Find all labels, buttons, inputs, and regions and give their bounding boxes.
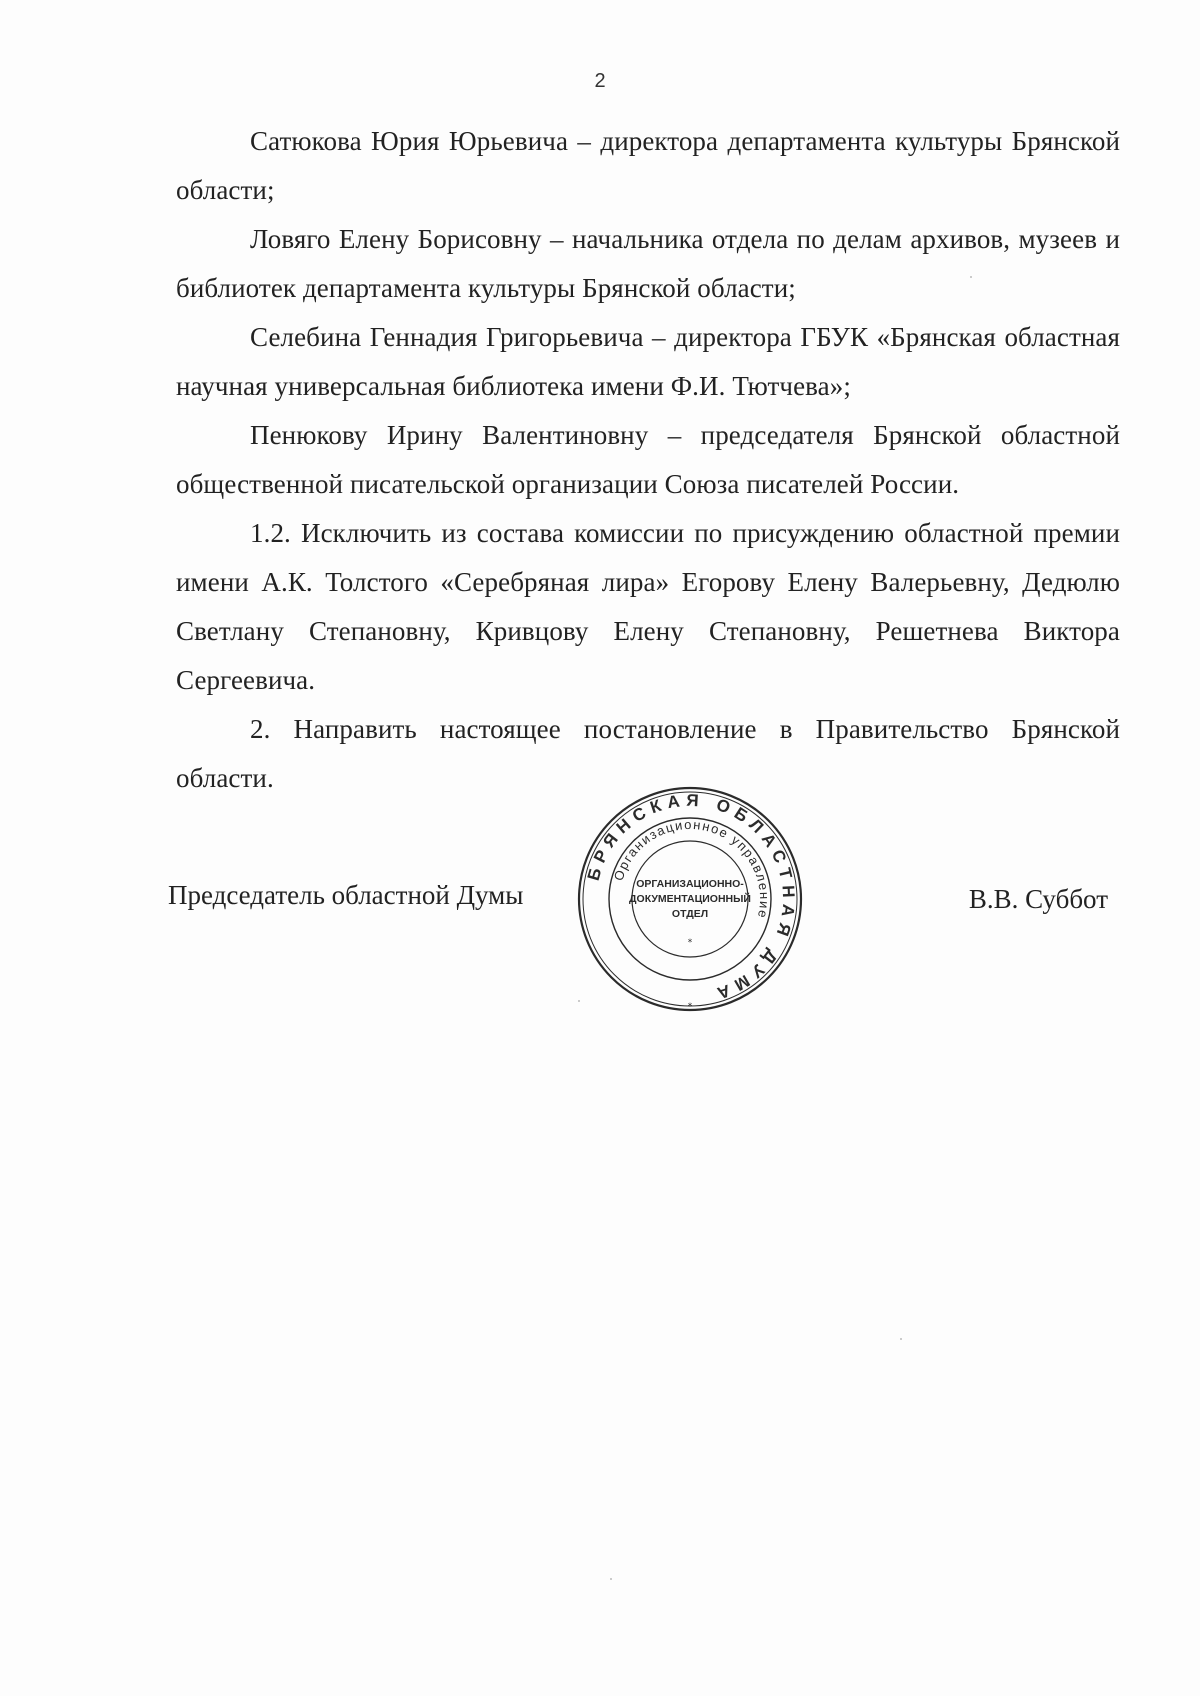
scan-artifact	[970, 276, 972, 278]
svg-text:БРЯНСКАЯ ОБЛАСТНАЯ ДУМА: БРЯНСКАЯ ОБЛАСТНАЯ ДУМА	[583, 790, 799, 1005]
paragraph-1: Сатюкова Юрия Юрьевича – директора департамента культуры Брянской области;	[176, 126, 1120, 205]
svg-text:ОТДЕЛ: ОТДЕЛ	[671, 908, 709, 920]
signatory-position: Председатель областной Думы	[168, 880, 524, 910]
signatory-name: В.В. Суббот	[968, 884, 1108, 914]
paragraph-5: 1.2. Исключить из состава комиссии по присуждению областной премии имени А.К. Толстого «Серебряная лира» Егорову Елену Валерьевну, Дедюлю Светлану Степановну, Кривцову Елену Степановну, Решетнева Виктора Сергеевича.	[176, 518, 1120, 695]
scan-artifact	[578, 1000, 580, 1002]
paragraph-4: Пенюкову Ирину Валентиновну – председателя Брянской областной общественной писательской организации Союза писателей России.	[176, 420, 1120, 499]
scan-artifact	[610, 1578, 612, 1580]
paragraph-3: Селебина Геннадия Григорьевича – директора ГБУК «Брянская областная научная универсальная библиотека имени Ф.И. Тютчева»;	[176, 322, 1120, 401]
seal-stamp-icon	[576, 785, 804, 1013]
scan-artifact	[900, 1338, 902, 1340]
document-body	[176, 117, 1120, 803]
svg-text:ОРГАНИЗАЦИОННО-: ОРГАНИЗАЦИОННО-	[636, 878, 744, 890]
svg-text:ДОКУМЕНТАЦИОННЫЙ: ДОКУМЕНТАЦИОННЫЙ	[629, 893, 751, 905]
paragraph-6: 2. Направить настоящее постановление в Правительство Брянской области.	[176, 714, 1120, 793]
paragraph-2: Ловяго Елену Борисовну – начальника отдела по делам архивов, музеев и библиотек департамента культуры Брянской области;	[176, 224, 1120, 303]
svg-text:*: *	[687, 1002, 693, 1012]
svg-text:*: *	[687, 938, 693, 948]
svg-text:Организационное управление: Организационное управление	[610, 816, 773, 921]
official-seal	[576, 785, 804, 1013]
page-number: 2	[594, 70, 606, 92]
